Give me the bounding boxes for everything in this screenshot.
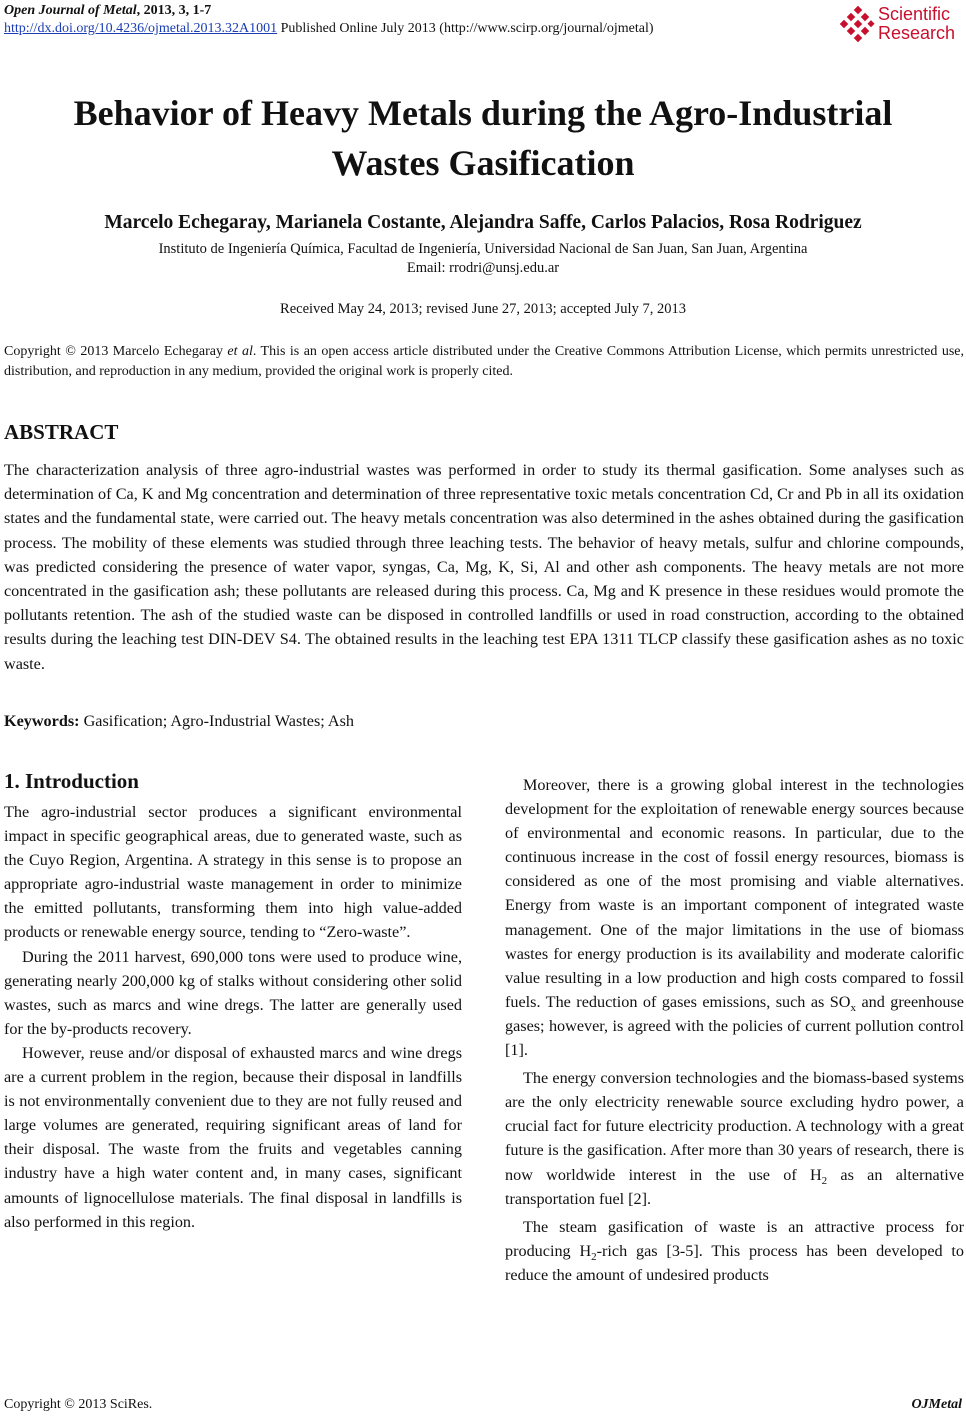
- section-heading-introduction: 1. Introduction: [4, 769, 139, 793]
- journal-name: Open Journal of Metal: [4, 3, 137, 18]
- footer-copyright: Copyright © 2013 SciRes.: [4, 1397, 153, 1412]
- paragraph: [505, 773, 964, 1062]
- doi-link[interactable]: http://dx.doi.org/10.4236/ojmetal.2013.32A1001: [4, 21, 278, 36]
- paragraph-text: Moreover, there is a growing global interest in the technologies development for the exploitation of renewable energy sources because of environmental and economic reasons. In particular, due to the continuous increase in the cost of fossil energy resources, biomass is considered as one of the most promising and viable alternatives. Energy from waste is an important component of integrated waste management. One of the major limitations in the use of biomass wastes for energy production is its availability and moderate calorific value resulting in a low production and high costs compared to fossil fuels. The reduction of gases emissions, such as SO: [505, 776, 964, 1011]
- footer-journal-abbrev: OJMetal: [911, 1397, 962, 1412]
- paragraph: During the 2011 harvest, 690,000 tons were used to produce wine, generating nearly 200,000 kg of stalks without considering other solid wastes, such as marcs and wine dregs. The latter are generally used for the by-products recovery.: [4, 947, 462, 1038]
- paragraph-text: and greenhouse gases; however, is agreed with the policies of current pollution control [1].: [505, 992, 964, 1060]
- logo-diamond-icon: [838, 5, 876, 43]
- subscript: 2: [821, 1174, 828, 1187]
- left-column: [4, 768, 462, 1234]
- copyright-notice: [4, 342, 964, 382]
- keywords-text: Gasification; Agro-Industrial Wastes; Ash: [79, 712, 354, 730]
- paragraph: [505, 1215, 964, 1287]
- copyright-text-1: Copyright © 2013 Marcelo Echegaray: [4, 344, 228, 359]
- title-line-1: Behavior of Heavy Metals during the Agro-Industrial: [73, 93, 893, 133]
- subscript: 2: [591, 1251, 597, 1264]
- author-email: Email: rrodri@unsj.edu.ar: [406, 260, 560, 276]
- subscript: x: [850, 1002, 856, 1015]
- paragraph: [505, 1066, 964, 1211]
- copyright-etal: et al: [227, 344, 253, 359]
- author-list: Marcelo Echegaray, Marianela Costante, Alejandra Saffe, Carlos Palacios, Rosa Rodriguez: [104, 212, 862, 233]
- abstract-text: The characterization analysis of three agro-industrial wastes was performed in order to study its thermal gasification. Some analyses such as determination of Ca, K and Mg concentration and determination of three representative toxic metals concentration Cd, Cr and Pb in all its oxidation states and the fundamental state, were carried out. The heavy metals concentration was also determined in the ashes obtained during the gasification process. The mobility of these elements was studied through three leaching tests. The behavior of heavy metals, sulfur and chlorine compounds, was predicted considering the presence of water vapor, syngas, Ca, Mg, K, Si, Al and other ash components. The heavy metals are not more concentrated in the gasification ash; these pollutants are released during this process. Ca, Mg and K presence in these residues would promote the pollutants retention. The ash of the studied waste can be disposed in controlled landfills or used in road construction, according to the obtained results during the leaching test DIN-DEV S4. The obtained results in the leaching test EPA 1311 TLCP classify these gasification ashes as no toxic waste.: [4, 461, 964, 673]
- paper-title: [0, 88, 966, 188]
- logo-line-1: Scientific: [878, 4, 951, 24]
- page-footer: [4, 1397, 962, 1413]
- logo-text: [878, 5, 955, 43]
- scientific-research-logo: [838, 2, 958, 46]
- paragraph-text: The energy conversion technologies and the biomass-based systems are the only electricity renewable source excluding hydro power, a crucial fact for future electricity production. A technology with a great future is the gasification. After more than 30 years of research, there is now worldwide interest in the use of H: [505, 1069, 964, 1184]
- paragraph: The agro-industrial sector produces a significant environmental impact in specific geographical areas, due to generated waste, such as the Cuyo Region, Argentina. A strategy in this sense is to propose an appropriate agro-industrial waste management in order to minimize the emitted pollutants, transforming them into high value-added products or renewable energy source, tending to “Zero-waste”.: [4, 803, 462, 942]
- abstract-heading: ABSTRACT: [4, 420, 119, 444]
- published-online-text: Published Online July 2013 (http://www.scirp.org/journal/ojmetal): [277, 21, 654, 36]
- title-line-2: Wastes Gasification: [331, 143, 635, 183]
- journal-header: [4, 2, 962, 48]
- paragraph: However, reuse and/or disposal of exhausted marcs and wine dregs are a current problem in the region, because their disposal in landfills is not environmentally convenient due to they are not fully reused and large volumes are generated, requiring significant areas of land for their disposal. The waste from the fruits and vegetables canning industry have a high water content and, in many cases, significant amounts of lignocellulose materials. The final disposal in landfills is also performed in this region.: [4, 1043, 462, 1231]
- affiliation: Instituto de Ingeniería Química, Facultad de Ingeniería, Universidad Nacional de San Juan, San Juan, Argentina: [158, 241, 808, 257]
- journal-volume: , 2013, 3, 1-7: [136, 3, 212, 18]
- logo-line-2: Research: [878, 23, 956, 43]
- journal-citation: [4, 2, 962, 20]
- received-dates: Received May 24, 2013; revised June 27, 2013; accepted July 7, 2013: [280, 301, 686, 317]
- copyright-text-2: . This is an open access article distributed under the Creative Commons Attribution License, which permits unrestricted use, distribution, and reproduction in any medium, provided the original work is properly cited.: [4, 344, 964, 379]
- affiliation-block: [0, 240, 966, 278]
- paragraph-text: -rich gas [3-5]. This process has been developed to reduce the amount of undesired products: [505, 1241, 965, 1284]
- right-column: [505, 768, 964, 1287]
- keywords-label: Keywords:: [4, 712, 80, 730]
- paragraph-text: as an alternative transportation fuel [2].: [505, 1165, 965, 1208]
- paragraph-text: The steam gasification of waste is an attractive process for producing H: [505, 1217, 964, 1260]
- keywords: [4, 712, 964, 731]
- doi-line: [4, 20, 962, 38]
